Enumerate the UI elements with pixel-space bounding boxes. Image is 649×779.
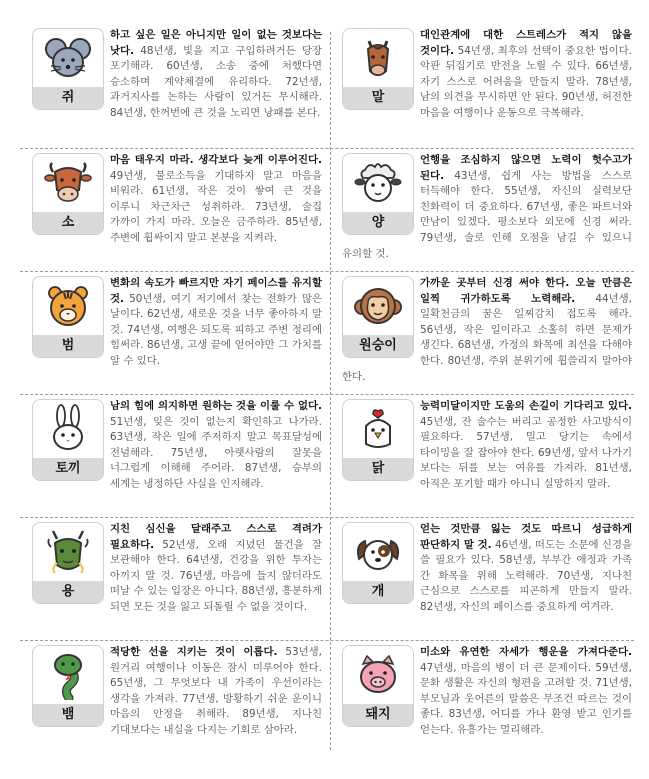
zodiac-badge (32, 522, 104, 604)
fortune-body: 50년생, 여기 저기에서 찾는 전화가 많은 날이다. 62년생, 새로운 것을 너무 좋아하지 말 것. 74년생, 여행은 되도록 피하고 주변 정리에 힘써라. 86년생, 고생 끝에 얻어야만 그 가치를 알 수 있다. (110, 292, 322, 367)
zodiac-badge (342, 276, 414, 358)
dog-icon (353, 527, 403, 577)
column-divider (330, 32, 331, 750)
horse-icon (353, 33, 403, 83)
fortune-headline: 미소와 유연한 자세가 행운을 가져다준다. (420, 646, 632, 658)
fortune-headline: 마음 태우지 마라. 생각보다 늦게 이루어진다. (110, 154, 322, 166)
snake-icon (43, 650, 93, 700)
zodiac-name: 말 (343, 87, 413, 109)
zodiac-name: 원숭이 (343, 335, 413, 357)
fortune-headline: 대인관계에 대한 스트레스가 적지 않을 것이다. (420, 29, 632, 57)
fortune-headline: 남의 힘에 의지하면 원하는 것을 이룰 수 없다. (110, 400, 322, 412)
zodiac-badge (342, 399, 414, 481)
zodiac-name: 소 (33, 212, 103, 234)
fortune-body: 49년생, 불로소득을 기대하지 말고 마음을 비워라. 61년생, 작은 것이 쌓여 큰 것을 이루니 차근차근 성취하라. 73년생, 술집 가까이 가지 마라. 오늘은 금주하라. 85년생, 주변에 휩싸이지 말고 본분을 지켜라. (110, 169, 322, 244)
zodiac-badge (32, 645, 104, 727)
zodiac-badge (342, 645, 414, 727)
zodiac-badge (32, 28, 104, 110)
zodiac-entry-rabbit (28, 395, 324, 519)
rabbit-icon (43, 404, 93, 454)
fortune-headline: 얻는 것만큼 잃는 것도 따르니 성급하게 판단하지 말 것. (420, 523, 632, 551)
fortune-body: 43년생, 쉽게 사는 방법을 스스로 터득해야 한다. 55년생, 자신의 실력보단 친화력이 더 중요하다. 67년생, 좋은 파트너와 만남이 있겠다. 평소보다 외모에 신경 써라. 79년생, 술로 인해 오점을 남길 수 있으니 유의할 것. (342, 169, 632, 260)
zodiac-entry-ox (28, 149, 324, 273)
fortune-headline: 하고 싶은 일은 아니지만 일이 없는 것보다는 낫다. (110, 29, 322, 57)
zodiac-name: 개 (343, 581, 413, 603)
fortune-body: 53년생, 원거리 여행이나 이동은 잠시 미루어야 한다. 65년생, 그 무엇보다 내 가족이 우선이라는 생각을 가져라. 77년생, 방황하기 쉬운 운이니 마음의 안정을 취해라. 89년생, 지나친 기대보다는 내실을 다지는 기회로 삼아라. (110, 646, 322, 736)
fortune-headline: 적당한 선을 지키는 것이 이롭다. (110, 646, 278, 658)
zodiac-entry-tiger (28, 272, 324, 396)
pig-icon (353, 650, 403, 700)
zodiac-badge (342, 28, 414, 110)
zodiac-entry-monkey (338, 272, 634, 396)
fortune-headline: 언행을 조심하지 않으면 노력이 헛수고가 된다. (420, 154, 632, 182)
fortune-body: 54년생, 최후의 선택이 중요한 법이다. 악판 뒤집기로 반전을 노릴 수 있다. 66년생, 자기 스스로 어려움을 만들지 말라. 78년생, 남의 의견을 무시하면 안 된다. 90년생, 허전한 마음을 여행이나 운동으로 극복해라. (420, 44, 632, 119)
dragon-icon (43, 527, 93, 577)
fortune-body: 52년생, 오래 지녔던 물건을 잘 보관해야 한다. 64년생, 건강을 위한 투자는 아끼지 말 것. 76년생, 마음에 들지 않더라도 떠날 수 있는 입장은 아니다. 88년생, 흥분하게 되면 모든 것을 잃고 되돌릴 수 없을 것이다. (110, 538, 322, 613)
zodiac-entry-snake (28, 641, 324, 765)
zodiac-entry-rooster (338, 395, 634, 519)
zodiac-name: 용 (33, 581, 103, 603)
zodiac-entry-pig (338, 641, 634, 765)
fortune-body: 46년생, 떠도는 소문에 신경을 쓸 필요가 있다. 58년생, 부부간 애정과 가족 간 화목을 위해 노력해라. 70년생, 지나친 근심으로 스스로를 피곤하게 만들지 말라. 82년생, 자신의 페이스를 중요하게 여겨라. (420, 538, 633, 613)
mouse-icon (43, 33, 93, 83)
zodiac-entry-horse (338, 24, 634, 148)
fortune-body: 45년생, 잔 술수는 버리고 공정한 사고방식이 필요하다. 57년생, 밀고 당기는 속에서 타이밍을 잘 잡아야 한다. 69년생, 앞서 나가기 보다는 뒤를 보는 여유를 가져라. 81년생, 아직은 포기할 때가 아니니 실망하지 말라. (420, 415, 632, 490)
zodiac-badge (342, 153, 414, 235)
sheep-icon (353, 158, 403, 208)
zodiac-badge (32, 276, 104, 358)
tiger-icon (43, 281, 93, 331)
zodiac-name: 돼지 (343, 704, 413, 726)
fortune-headline: 지친 심신을 달래주고 스스로 격려가 필요하다. (110, 523, 322, 551)
fortune-headline: 변화의 속도가 빠르지만 자기 페이스를 유지할 것. (110, 277, 322, 305)
rooster-icon (353, 404, 403, 454)
ox-icon (43, 158, 93, 208)
zodiac-badge (32, 399, 104, 481)
zodiac-badge (342, 522, 414, 604)
fortune-body: 51년생, 잊은 것이 없는지 확인하고 나가라. 63년생, 작은 일에 주저하지 말고 목표달성에 전념해라. 75년생, 아랫사람의 잘못을 너그럽게 이해해 주어라. 87년생, 승부의 세계는 냉정하단 사실을 인지해라. (110, 415, 322, 490)
zodiac-name: 닭 (343, 458, 413, 480)
zodiac-entry-dragon (28, 518, 324, 642)
zodiac-name: 양 (343, 212, 413, 234)
zodiac-entry-dog (338, 518, 634, 642)
fortune-headline: 능력미달이지만 도움의 손길이 기다리고 있다. (420, 400, 632, 412)
zodiac-fortune-grid (20, 20, 634, 762)
zodiac-name: 뱀 (33, 704, 103, 726)
fortune-body: 47년생, 마음의 병이 더 큰 문제이다. 59년생, 문화 생활은 자신의 형편을 고려할 것. 71년생, 부모님과 웃어른의 말씀은 무조건 따르는 것이 좋다. 83년생, 어디를 가나 환영 받고 인기를 얻는다. 유흥가는 멀리해라. (420, 661, 632, 736)
zodiac-badge (32, 153, 104, 235)
zodiac-entry-sheep (338, 149, 634, 273)
fortune-headline: 가까운 곳부터 신경 써야 한다. 오늘 만큼은 일찍 귀가하도록 노력해라. (420, 277, 632, 305)
fortune-body: 44년생, 일확천금의 꿈은 일찌감치 접도록 해라. 56년생, 작은 일이라고 소홀히 하면 문제가 생긴다. 68년생, 가정의 화목에 최선을 다해야 한다. 80년생, 주위 분위기에 휩쓸리지 말아야 한다. (342, 292, 632, 383)
zodiac-name: 토끼 (33, 458, 103, 480)
monkey-icon (353, 281, 403, 331)
fortune-body: 48년생, 빛을 지고 구입하려거든 당장 포기해라. 60년생, 소송 중에 처했다면 승소하며 계약체결에 유리하다. 72년생, 과거지사를 논하는 사람이 있거든 무시해라. 84년생, 한꺼번에 큰 것을 노리면 낭패를 본다. (110, 44, 322, 119)
zodiac-entry-rat (28, 24, 324, 148)
zodiac-name: 쥐 (33, 87, 103, 109)
zodiac-name: 범 (33, 335, 103, 357)
